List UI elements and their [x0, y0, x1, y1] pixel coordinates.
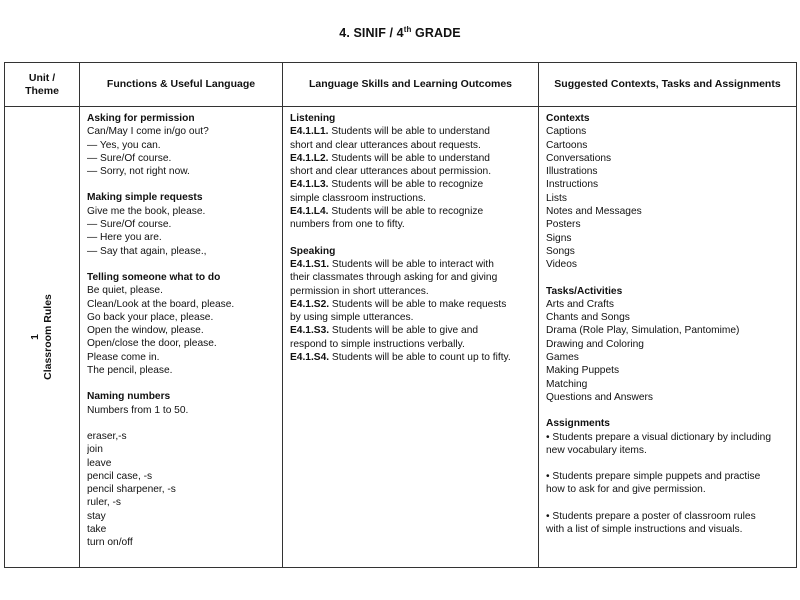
telling-line: Clean/Look at the board, please.: [87, 298, 235, 310]
vocabulary-item: leave: [87, 457, 112, 469]
vocabulary-item: pencil case, -s: [87, 470, 153, 482]
context-item: Notes and Messages: [546, 206, 642, 218]
requests-line: Give me the book, please.: [87, 205, 206, 217]
outcome-code: E4.1.L4.: [290, 206, 329, 218]
skills-cell: [283, 107, 539, 568]
context-item: Songs: [546, 245, 575, 257]
outcome-text: Students will be able to understand: [328, 126, 490, 138]
task-item: Chants and Songs: [546, 312, 630, 324]
assignment-line: • Students prepare a poster of classroom rules: [546, 510, 756, 522]
assignment-line: • Students prepare a visual dictionary by including: [546, 431, 771, 443]
tasks-heading: Tasks/Activities: [546, 285, 623, 297]
outcome-text: Students will be able to give and: [329, 325, 479, 337]
curriculum-table: [4, 62, 797, 568]
requests-line: — Here you are.: [87, 232, 162, 244]
vocabulary-item: stay: [87, 510, 106, 522]
requests-line: — Sure/Of course.: [87, 219, 172, 231]
assignment-line: with a list of simple instructions and visuals.: [546, 524, 743, 536]
vocabulary-item: take: [87, 524, 107, 536]
vocabulary-item: ruler, -s: [87, 497, 121, 509]
outcome-line: [290, 205, 532, 218]
outcome-line: [290, 152, 532, 165]
outcome-line: respond to simple instructions verbally.: [290, 338, 465, 350]
outcome-text: Students will be able to count up to fifty.: [329, 352, 511, 364]
unit-label: [29, 294, 55, 380]
speaking-heading: Speaking: [290, 245, 336, 257]
title-main: 4. SINIF / 4: [339, 26, 404, 41]
telling-line: Open the window, please.: [87, 325, 204, 337]
outcome-line: their classmates through asking for and giving: [290, 272, 498, 284]
header-unit-theme: [5, 63, 80, 107]
task-item: Questions and Answers: [546, 391, 654, 403]
functions-cell: [80, 107, 283, 568]
outcome-line: short and clear utterances about requests.: [290, 139, 481, 151]
outcome-code: E4.1.S4.: [290, 352, 330, 364]
unit-row: [5, 107, 797, 568]
outcome-line: by using simple utterances.: [290, 312, 414, 324]
outcome-line: [290, 125, 532, 138]
outcome-code: E4.1.S1.: [290, 258, 330, 270]
header-unit-line1: Unit /: [28, 71, 56, 84]
header-functions: Functions & Useful Language: [80, 63, 283, 107]
outcome-text: Students will be able to understand: [328, 152, 490, 164]
permission-line: — Sure/Of course.: [87, 152, 172, 164]
vocabulary-item: pencil sharpener, -s: [87, 484, 176, 496]
telling-line: Go back your place, please.: [87, 311, 214, 323]
context-item: Instructions: [546, 179, 599, 191]
requests-heading: Making simple requests: [87, 192, 203, 204]
outcome-line: permission in short utterances.: [290, 285, 429, 297]
telling-line: The pencil, please.: [87, 365, 173, 377]
permission-line: — Sorry, not right now.: [87, 166, 190, 178]
header-contexts: Suggested Contexts, Tasks and Assignments: [539, 63, 797, 107]
outcome-text: Students will be able to recognize: [328, 179, 484, 191]
header-row: [5, 63, 797, 107]
outcome-line: numbers from one to fifty.: [290, 219, 405, 231]
vocabulary-item: eraser,-s: [87, 430, 127, 442]
task-item: Games: [546, 352, 579, 364]
contexts-heading: Contexts: [546, 113, 590, 124]
vocabulary-item: turn on/off: [87, 537, 133, 549]
outcome-line: [290, 178, 532, 191]
outcome-line: [290, 258, 532, 271]
context-item: Illustrations: [546, 166, 598, 178]
unit-number: 1: [29, 334, 41, 340]
task-item: Arts and Crafts: [546, 298, 614, 310]
context-item: Signs: [546, 232, 572, 244]
unit-name: Classroom Rules: [42, 294, 54, 380]
task-item: Drawing and Coloring: [546, 338, 644, 350]
context-item: Videos: [546, 259, 577, 271]
telling-line: Open/close the door, please.: [87, 338, 217, 350]
page-title: [0, 25, 800, 40]
outcome-text: Students will be able to make requests: [329, 298, 507, 310]
assignments-heading: Assignments: [546, 418, 610, 430]
context-item: Cartoons: [546, 139, 588, 151]
outcome-line: [290, 298, 532, 311]
task-item: Making Puppets: [546, 365, 620, 377]
title-superscript: th: [403, 25, 412, 34]
outcome-code: E4.1.L2.: [290, 152, 329, 164]
telling-line: Be quiet, please.: [87, 285, 163, 297]
outcome-line: [290, 324, 532, 337]
contexts-cell: [539, 107, 797, 568]
permission-heading: Asking for permission: [87, 113, 195, 124]
assignment-line: • Students prepare simple puppets and practise: [546, 471, 761, 483]
outcome-code: E4.1.L1.: [290, 126, 329, 138]
outcome-code: E4.1.L3.: [290, 179, 329, 191]
title-tail: GRADE: [411, 26, 461, 41]
vocabulary-item: join: [87, 444, 103, 456]
context-item: Lists: [546, 192, 567, 204]
task-item: Drama (Role Play, Simulation, Pantomime): [546, 325, 740, 337]
outcome-code: E4.1.S2.: [290, 298, 330, 310]
numbers-line: Numbers from 1 to 50.: [87, 404, 189, 416]
context-item: Posters: [546, 219, 581, 231]
telling-heading: Telling someone what to do: [87, 271, 221, 283]
outcome-text: Students will be able to recognize: [328, 206, 484, 218]
outcome-line: [290, 351, 532, 364]
header-skills: Language Skills and Learning Outcomes: [283, 63, 539, 107]
permission-line: — Yes, you can.: [87, 139, 161, 151]
header-unit-line2: Theme: [25, 84, 59, 97]
context-item: Captions: [546, 126, 587, 138]
context-item: Conversations: [546, 152, 612, 164]
outcome-text: Students will be able to interact with: [329, 258, 494, 270]
requests-line: — Say that again, please.,: [87, 245, 207, 257]
telling-line: Please come in.: [87, 351, 160, 363]
assignment-line: new vocabulary items.: [546, 444, 647, 456]
unit-cell: [5, 107, 80, 568]
permission-line: Can/May I come in/go out?: [87, 126, 209, 138]
numbers-heading: Naming numbers: [87, 391, 171, 403]
listening-heading: Listening: [290, 113, 336, 124]
task-item: Matching: [546, 378, 588, 390]
outcome-line: simple classroom instructions.: [290, 192, 426, 204]
assignment-line: how to ask for and give permission.: [546, 484, 706, 496]
outcome-code: E4.1.S3.: [290, 325, 330, 337]
outcome-line: short and clear utterances about permission.: [290, 166, 492, 178]
